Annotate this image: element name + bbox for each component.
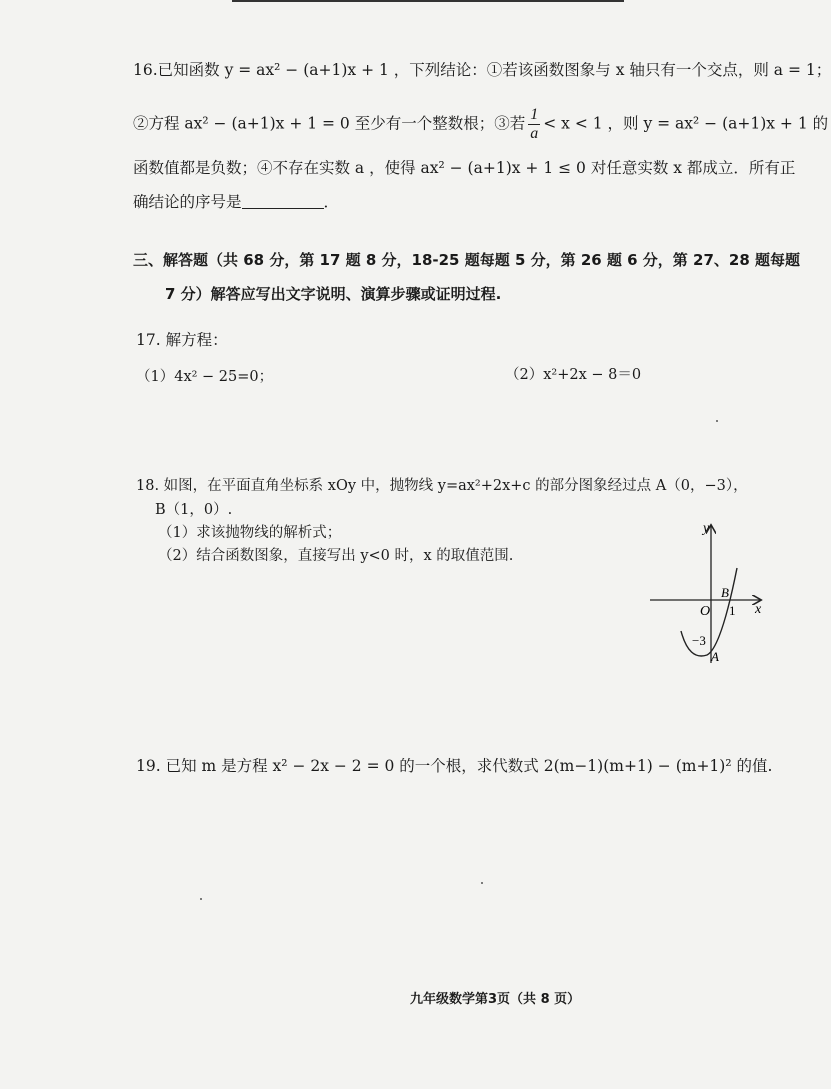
tick-label-neg3: −3	[692, 633, 706, 648]
q16-prompt: 确结论的序号是	[133, 193, 242, 211]
x-axis-label: x	[755, 602, 762, 617]
page-footer: 九年级数学第3页（共 8 页）	[410, 992, 581, 1007]
q18-line2: B（1，0）.	[155, 502, 233, 518]
scan-speck	[716, 420, 718, 422]
top-rule	[232, 0, 624, 2]
point-b-label: B	[721, 585, 729, 600]
q18-part1: （1）求该抛物线的解析式；	[158, 525, 342, 541]
q16-line2	[133, 106, 828, 143]
fraction-denominator: a	[530, 125, 539, 142]
answer-blank[interactable]	[242, 194, 324, 209]
scan-speck	[481, 882, 483, 884]
origin-label: O	[700, 604, 711, 619]
q17-part2: （2）x²+2x − 8＝0	[505, 367, 642, 383]
q16-period: ．	[323, 193, 340, 211]
q16-line3: 函数值都是负数；④不存在实数 a ，使得 ax² − (a+1)x + 1 ≤ 0 对任意实数 x 都成立．所有正	[133, 159, 796, 177]
q16-line2-part1: ②方程 ax² − (a+1)x + 1 = 0 至少有一个整数根；③若	[133, 114, 526, 133]
q17-part1: （1）4x² − 25=0；	[136, 369, 274, 385]
section3-instructions: 7 分）解答应写出文字说明、演算步骤或证明过程.	[165, 285, 502, 303]
q16-line2-part2: < x < 1 ，则 y = ax² − (a+1)x + 1 的	[543, 114, 829, 133]
q16-line1: 16.已知函数 y = ax² − (a+1)x + 1 ，下列结论：①若该函数图象与 x 轴只有一个交点，则 a = 1；	[133, 61, 831, 79]
parabola-graph	[645, 518, 770, 668]
q16-line4	[133, 192, 339, 212]
scan-speck	[200, 898, 202, 900]
point-a-label: A	[711, 649, 719, 664]
section3-header: 三、解答题（共 68 分，第 17 题 8 分，18-25 题每题 5 分，第 26 题 6 分，第 27、28 题每题	[133, 251, 800, 269]
fraction-numerator: 1	[530, 106, 539, 123]
q16-fraction	[528, 106, 540, 143]
q19-text: 19. 已知 m 是方程 x² − 2x − 2 = 0 的一个根，求代数式 2(m−1)(m+1) − (m+1)² 的值.	[136, 757, 773, 775]
q18-part2: （2）结合函数图象，直接写出 y<0 时，x 的取值范围.	[158, 548, 514, 564]
q17-title: 17. 解方程：	[136, 331, 228, 349]
q18-line1: 18. 如图，在平面直角坐标系 xOy 中，抛物线 y=ax²+2x+c 的部分图象经过点 A（0，−3），	[136, 478, 748, 494]
tick-label-1: 1	[729, 603, 736, 618]
y-axis-label: y	[703, 521, 710, 536]
